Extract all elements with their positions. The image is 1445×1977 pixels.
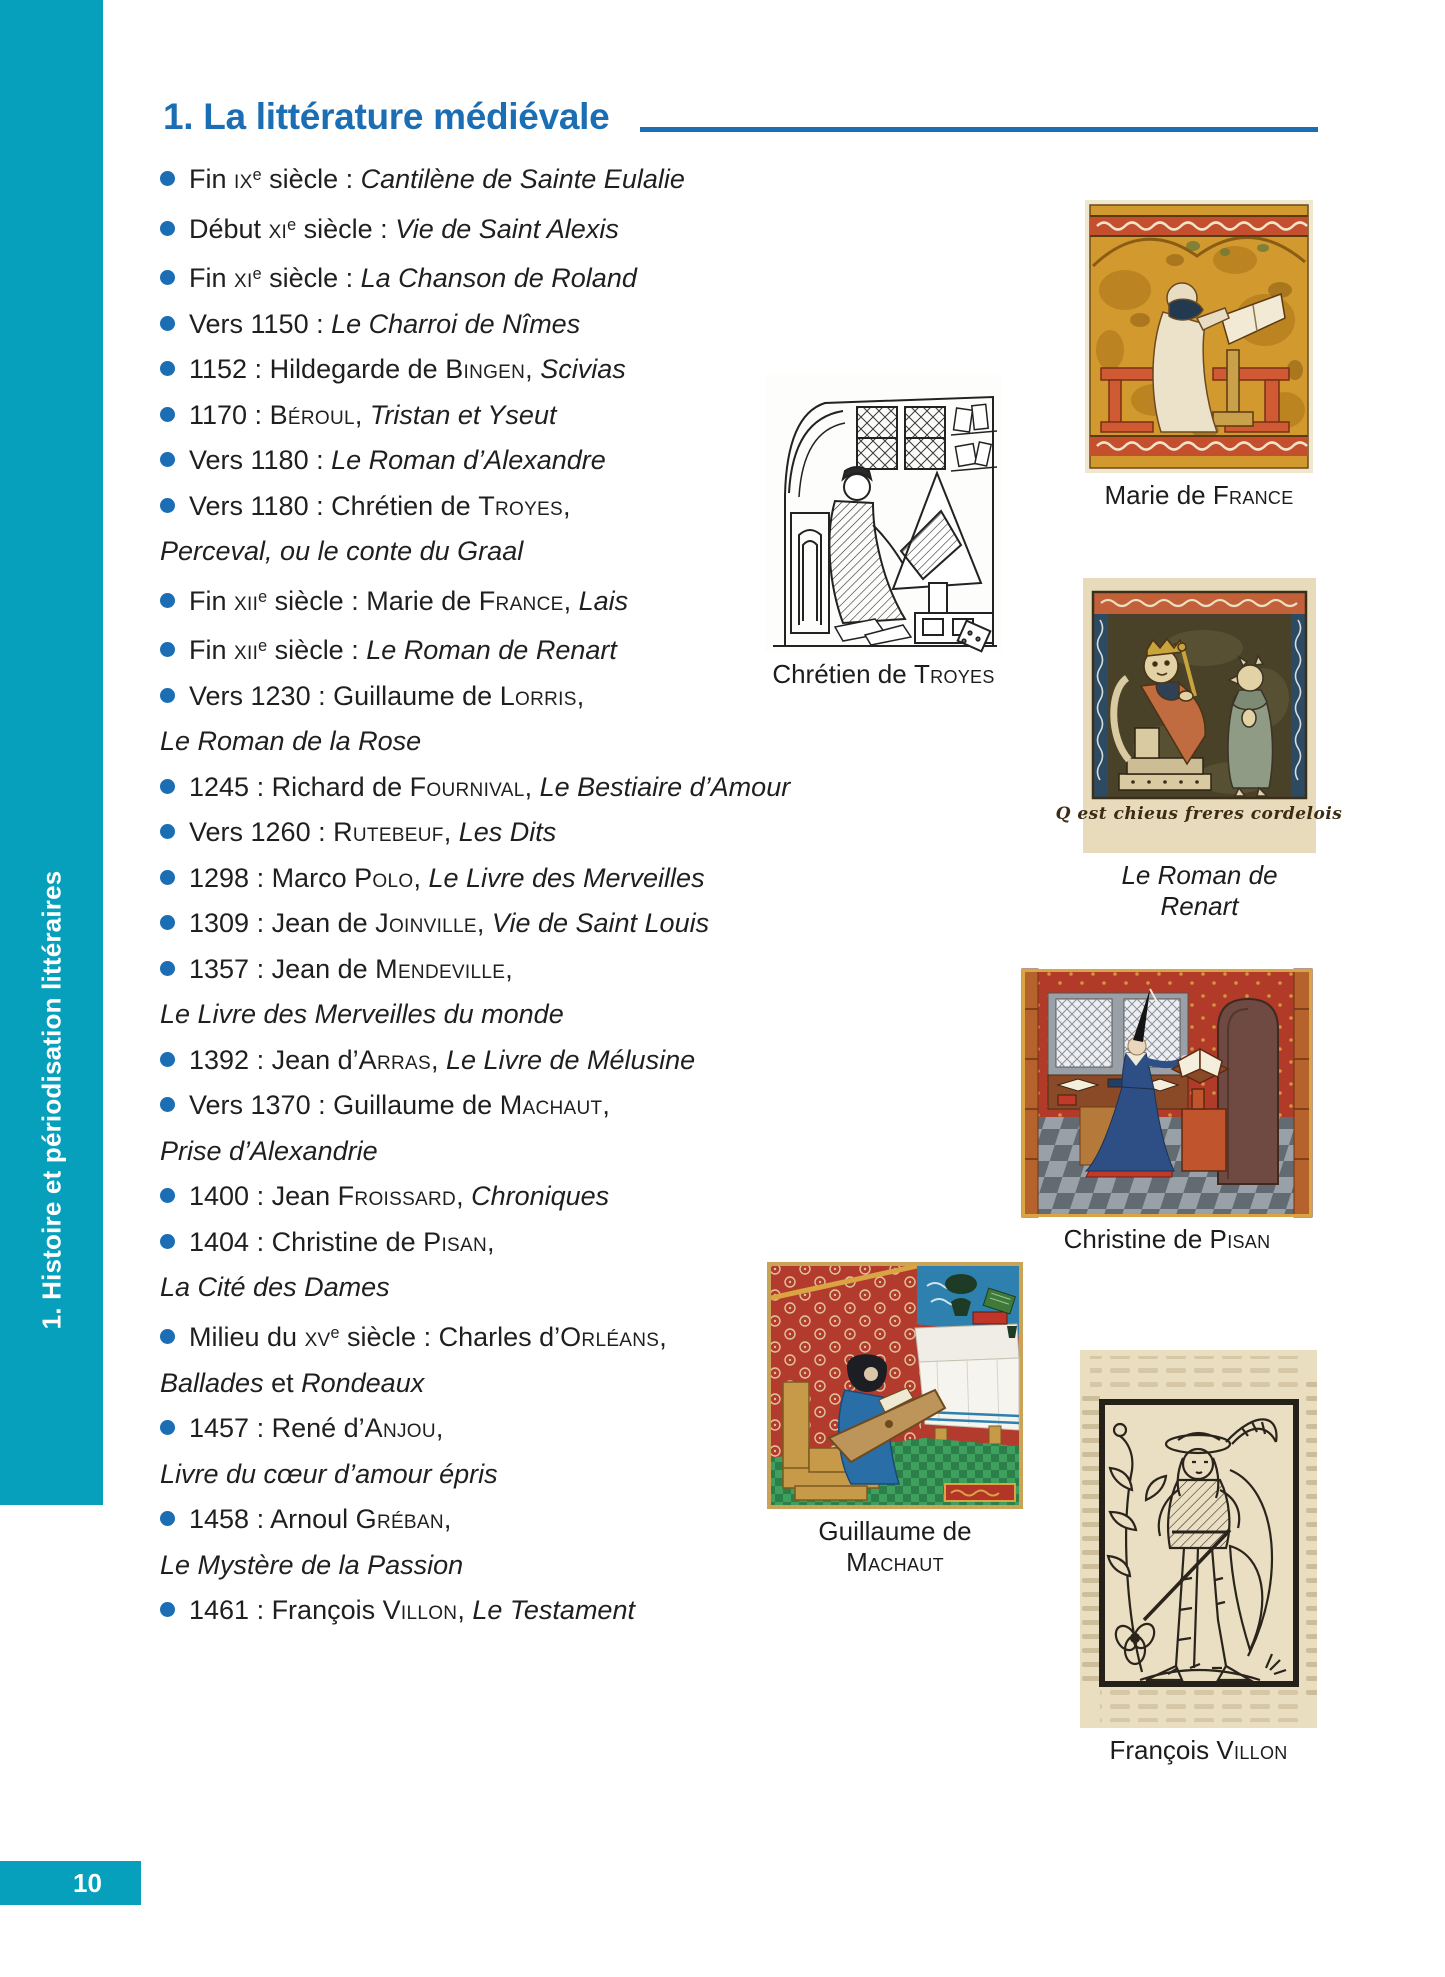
figure-caption: Le Roman de Renart [1121, 860, 1278, 921]
bullet-icon [160, 1420, 175, 1435]
timeline-item: Vers 1370 : Guillaume de Machaut, Prise d’Alexandrie [160, 1090, 610, 1166]
bullet-icon [160, 961, 175, 976]
bullet-icon [160, 171, 175, 186]
timeline-item: Fin xii$^e$ siècle : Marie de France, Lais [160, 575, 880, 625]
timeline-item: 1170 : Béroul, Tristan et Yseut [160, 393, 880, 439]
christine-de-pisan-image [1022, 969, 1312, 1217]
chretien-de-troyes-figure [765, 375, 1002, 690]
bullet-icon [160, 316, 175, 331]
bullet-icon [160, 452, 175, 467]
bullet-icon [160, 870, 175, 885]
guillaume-de-machaut-image [767, 1262, 1023, 1509]
timeline-item: 1309 : Jean de Joinville, Vie de Saint Louis [160, 901, 880, 947]
marie-de-france-image [1085, 200, 1313, 473]
bullet-icon [160, 1188, 175, 1203]
francois-villon-figure [1080, 1350, 1317, 1766]
figure-caption: Chrétien de Troyes [772, 659, 995, 689]
bullet-icon [160, 1234, 175, 1249]
bullet-icon [160, 1052, 175, 1067]
bullet-icon [160, 593, 175, 608]
timeline-item: 1461 : François Villon, Le Testament [160, 1588, 880, 1634]
timeline-item: Vers 1180 : Chrétien de Troyes, Perceval, ou le conte du Graal [160, 490, 571, 567]
figure-caption: Guillaume de Machaut [818, 1516, 972, 1577]
figure-caption: Marie de France [1104, 480, 1294, 510]
figure-caption: Christine de Pisan [1063, 1224, 1271, 1254]
timeline-item: Fin $xi^e$ siècle : La Chanson de Roland [160, 252, 880, 302]
bullet-icon [160, 824, 175, 839]
timeline-item: Vers 1150 : Le Charroi de Nîmes [160, 302, 880, 348]
timeline-item: 1152 : Hildegarde de Bingen, Scivias [160, 347, 880, 393]
christine-de-pisan-figure [1022, 969, 1312, 1255]
timeline-item: Vers 1260 : Rutebeuf, Les Dits [160, 810, 880, 856]
francois-villon-image [1080, 1350, 1317, 1728]
bullet-icon [160, 1329, 175, 1344]
marie-de-france-figure [1085, 200, 1313, 511]
banner [945, 1484, 1015, 1501]
timeline-item: 1458 : Arnoul Gréban, Le Mystère de la Passion [160, 1504, 464, 1580]
timeline-item: 1298 : Marco Polo, Le Livre des Merveilles [160, 856, 880, 902]
bullet-icon [160, 1602, 175, 1617]
page-title: 1. La littérature médiévale [163, 96, 610, 137]
timeline-item: 1392 : Jean d’Arras, Le Livre de Mélusine [160, 1038, 880, 1084]
bullet-icon [160, 407, 175, 422]
timeline-item: 1357 : Jean de Mendeville, Le Livre des Merveilles du monde [160, 953, 564, 1030]
timeline-item: 1457 : René d’Anjou, Livre du cœur d’amour épris [160, 1413, 498, 1489]
bullet-icon [160, 1097, 175, 1112]
bullet-icon [160, 270, 175, 285]
timeline-item: Vers 1180 : Le Roman d’Alexandre [160, 438, 880, 484]
timeline-item: 1400 : Jean Froissard, Chroniques [160, 1174, 880, 1220]
chretien-de-troyes-image [765, 375, 1002, 652]
bullet-icon [160, 642, 175, 657]
renart-inscription: Q est chieus freres cordelois [1055, 804, 1343, 824]
guillaume-de-machaut-figure [767, 1262, 1023, 1578]
timeline-item: Fin xii$^e$ siècle : Le Roman de Renart [160, 624, 880, 674]
timeline-item: Vers 1230 : Guillaume de Lorris, Le Roman de la Rose [160, 680, 585, 757]
bullet-icon [160, 361, 175, 376]
figure-caption: François Villon [1109, 1735, 1288, 1765]
bullet-icon [160, 221, 175, 236]
timeline-item: 1404 : Christine de Pisan, La Cité des Dames [160, 1226, 495, 1303]
title-rule [640, 127, 1318, 132]
timeline-item: Début $xi^e$ siècle : Vie de Saint Alexis [160, 203, 880, 253]
page-number-badge [0, 1861, 141, 1905]
timeline-item: Fin $ix^e$ siècle : Cantilène de Sainte Eulalie [160, 153, 880, 203]
timeline-item: 1245 : Richard de Fournival, Le Bestiaire d’Amour [160, 765, 880, 811]
timeline-item: Milieu du $xv^e$ siècle : Charles d’Orléans, Ballades et Rondeaux [160, 1322, 667, 1398]
bullet-icon [160, 1511, 175, 1526]
bullet-icon [160, 779, 175, 794]
bullet-icon [160, 915, 175, 930]
roman-de-renart-figure [1055, 578, 1343, 922]
roman-de-renart-image [1055, 578, 1343, 853]
chapter-sidebar-label: 1. Histoire et périodisation littéraires [36, 870, 67, 1330]
bullet-icon [160, 498, 175, 513]
bullet-icon [160, 688, 175, 703]
page-number: 10 [73, 1867, 102, 1898]
